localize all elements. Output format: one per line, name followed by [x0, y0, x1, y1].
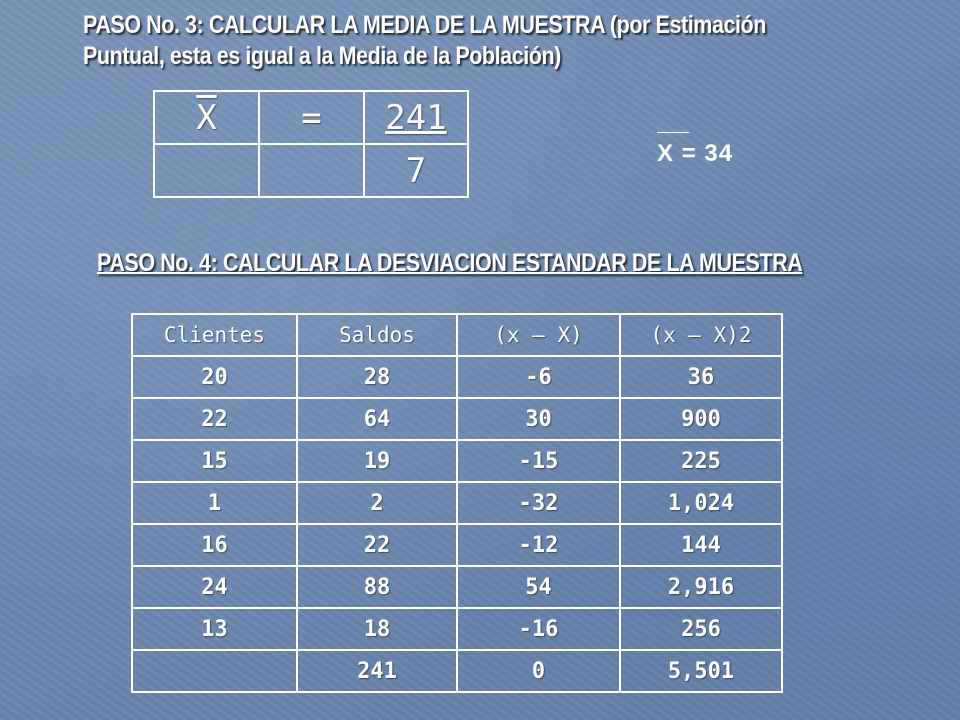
cell-deviation-squared: 2,916: [620, 566, 782, 608]
formula-numerator: 241: [385, 97, 447, 138]
cell-clientes: 24: [132, 566, 297, 608]
formula-equals-cell: [259, 91, 364, 144]
total-deviation: 0: [457, 650, 620, 692]
formula-symbol: $\overline{X}$: [196, 97, 217, 138]
header-clientes: Clientes: [132, 314, 297, 356]
table-row: [132, 566, 782, 608]
cell-clientes: 1: [132, 482, 297, 524]
deviation-table: [131, 313, 783, 693]
cell-clientes: 22: [132, 398, 297, 440]
cell-deviation-squared: 144: [620, 524, 782, 566]
cell-saldos: 2: [297, 482, 457, 524]
cell-deviation: 30: [457, 398, 620, 440]
formula-equals: =: [301, 97, 322, 138]
total-deviation-squared: 5,501: [620, 650, 782, 692]
table-totals-row: [132, 650, 782, 692]
step4-title-text: PASO No. 4: CALCULAR LA DESVIACION ESTANDAR DE LA MUESTRA: [97, 249, 803, 277]
cell-clientes: 15: [132, 440, 297, 482]
step3-title-line1: PASO No. 3: CALCULAR LA MEDIA DE LA MUESTRA (por Estimación: [83, 11, 766, 39]
cell-clientes: 20: [132, 356, 297, 398]
cell-deviation-squared: 225: [620, 440, 782, 482]
cell-deviation: -12: [457, 524, 620, 566]
formula-numerator-cell: [364, 91, 468, 144]
cell-saldos: 28: [297, 356, 457, 398]
formula-denominator: 7: [405, 150, 427, 191]
cell-deviation: -32: [457, 482, 620, 524]
cell-saldos: 88: [297, 566, 457, 608]
step4-title: [97, 248, 914, 279]
table-row: [132, 356, 782, 398]
step3-title: [83, 10, 900, 72]
cell-deviation-squared: 36: [620, 356, 782, 398]
cell-saldos: 19: [297, 440, 457, 482]
total-saldos: 241: [297, 650, 457, 692]
cell-clientes: 13: [132, 608, 297, 650]
cell-saldos: 18: [297, 608, 457, 650]
total-clientes: [132, 650, 297, 692]
mean-result: [657, 140, 733, 168]
cell-deviation-squared: 1,024: [620, 482, 782, 524]
cell-deviation: -6: [457, 356, 620, 398]
cell-deviation: 54: [457, 566, 620, 608]
cell-deviation-squared: 900: [620, 398, 782, 440]
formula-empty-cell: [259, 144, 364, 197]
mean-formula-table: [153, 90, 469, 198]
cell-deviation-squared: 256: [620, 608, 782, 650]
table-header-row: [132, 314, 782, 356]
cell-deviation: -16: [457, 608, 620, 650]
cell-saldos: 22: [297, 524, 457, 566]
cell-deviation: -15: [457, 440, 620, 482]
header-deviation: (x – X): [457, 314, 620, 356]
header-deviation-squared: (x – X)2: [620, 314, 782, 356]
mean-overline: [657, 132, 689, 133]
result-symbol: X: [657, 140, 675, 167]
formula-empty-cell: [154, 144, 259, 197]
table-row: [132, 398, 782, 440]
formula-denominator-cell: [364, 144, 468, 197]
formula-symbol-cell: [154, 91, 259, 144]
table-row: [132, 440, 782, 482]
result-equals: =: [681, 140, 697, 167]
table-row: [132, 608, 782, 650]
step3-title-line2: Puntual, esta es igual a la Media de la Población): [83, 42, 561, 70]
table-row: [132, 482, 782, 524]
table-row: [132, 524, 782, 566]
result-value: 34: [704, 140, 734, 167]
header-saldos: Saldos: [297, 314, 457, 356]
cell-saldos: 64: [297, 398, 457, 440]
cell-clientes: 16: [132, 524, 297, 566]
